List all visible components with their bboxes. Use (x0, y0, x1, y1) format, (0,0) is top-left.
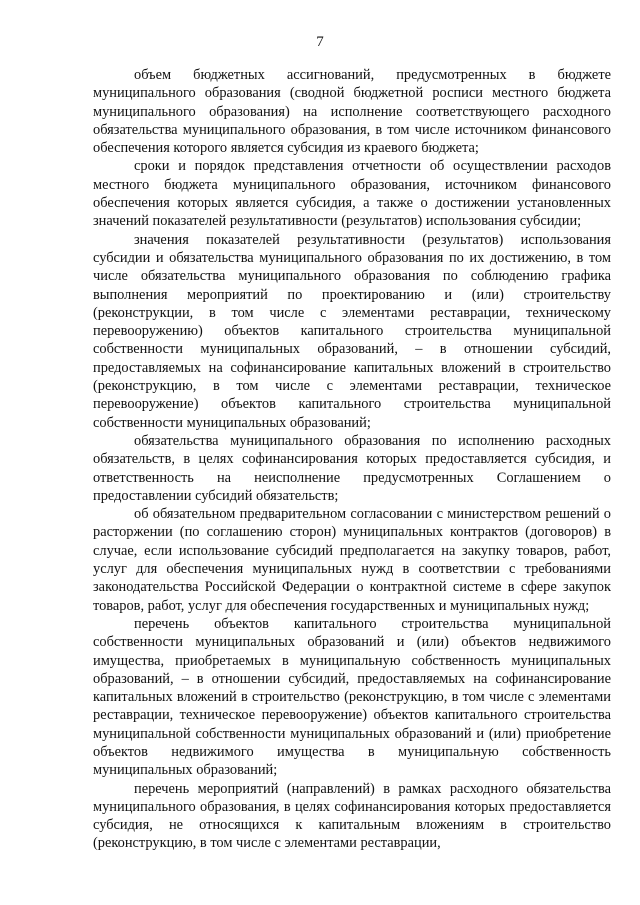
paragraph-contract-approval: об обязательном предварительном согласовании с министерством решений о расторжении (по соглашению сторон) муниципальных контрактов (договоров) в случае, если использование субсидий предполагается на закупку товаров, работ, услуг для обеспечения муниципальных нужд в соответствии с требованиями законодательства Российской Федерации о контрактной системе в сфере закупок товаров, работ, услуг для обеспечения государственных и муниципальных нужд; (93, 506, 611, 614)
document-body (93, 66, 611, 853)
paragraph-activities-list: перечень мероприятий (направлений) в рамках расходного обязательства муниципального образования, в целях софинансирования которых предоставляется субсидия, не относящихся к капитальным вложениям в строительство (реконструкцию, в том числе с элементами реставрации, (93, 780, 611, 852)
paragraph-reporting-terms: сроки и порядок представления отчетности об осуществлении расходов местного бюджета муниципального образования, источником финансового обеспечения которых является субсидия, а также о достижении установленных значений показателей результативности (результатов) использования субсидии; (93, 158, 611, 230)
paragraph-budget-allocations: объем бюджетных ассигнований, предусмотренных в бюджете муниципального образования (сводной бюджетной росписи местного бюджета муниципального образования) на исполнение соответствующего расходного обязательства муниципального образования, в том числе источником финансового обеспечения которого является субсидия из краевого бюджета; (93, 67, 611, 157)
page-number: 7 (316, 34, 324, 50)
paragraph-performance-indicators: значения показателей результативности (результатов) использования субсидии и обязательства муниципального образования по их достижению, в том числе обязательства муниципального образования по соблюдению графика выполнения мероприятий по проектированию и (или) строительству (реконструкции, в том числе с элементами реставрации, техническому перевооружению) объектов капитального строительства муниципальной собственности муниципальных образований, – в отношении субсидий, предоставляемых на софинансирование капитальных вложений в строительство (реконструкцию, в том числе с элементами реставрации, техническое перевооружение) объектов капитального строительства муниципальной собственности муниципальных образований; (93, 231, 611, 431)
paragraph-capital-objects-list: перечень объектов капитального строительства муниципальной собственности муниципальных образований и (или) объектов недвижимого имущества, приобретаемых в муниципальную собственность муниципальных образований, – в отношении субсидий, предоставляемых на софинансирование капитальных вложений в строительство (реконструкцию, в том числе с элементами реставрации, техническое перевооружение) объектов капитального строительства муниципальной собственности муниципальных образований и (или) приобретение объектов недвижимого имущества в муниципальную собственность муниципальных образований; (93, 615, 611, 779)
paragraph-municipal-obligations: обязательства муниципального образования по исполнению расходных обязательств, в целях софинансирования которых предоставляется субсидия, и ответственность на неисполнение предусмотренных Соглашением о предоставлении субсидий обязательств; (93, 432, 611, 504)
